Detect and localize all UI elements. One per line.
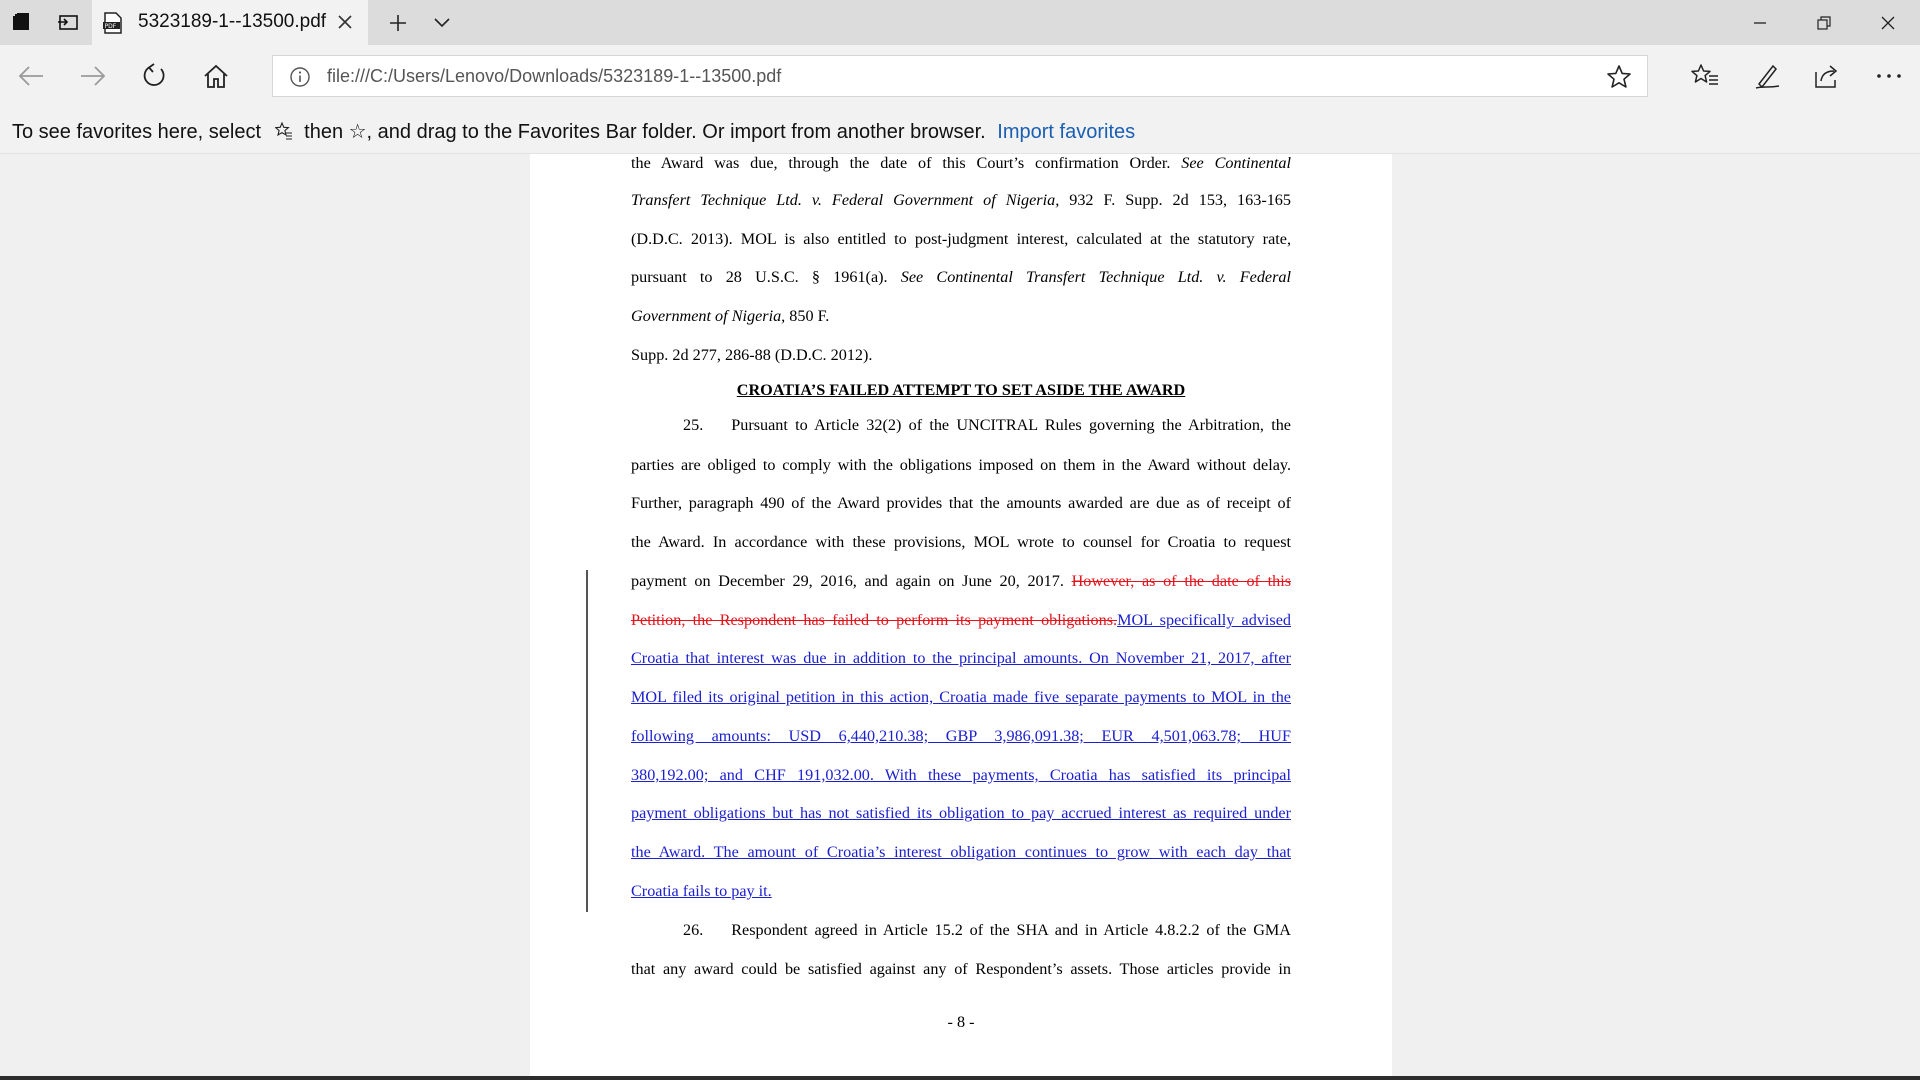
tab-preview-icon[interactable] bbox=[48, 0, 88, 45]
text-line: 25. Pursuant to Article 32(2) of the UNCITRAL Rules governing the Arbitration, the bbox=[683, 416, 1291, 434]
deleted-text: Petition, the Respondent has failed to perform its payment obligations. bbox=[631, 611, 1118, 629]
deleted-text: However, as of the date of this bbox=[1071, 572, 1291, 590]
inserted-text-line: following amounts: USD 6,440,210.38; GBP 3,986,091.38; EUR 4,501,063.78; HUF bbox=[631, 727, 1291, 745]
text-line bbox=[631, 609, 1291, 631]
text-line: Supp. 2d 277, 286-88 (D.D.C. 2012). bbox=[631, 346, 873, 364]
text-line: parties are obliged to comply with the obligations imposed on them in the Award without delay. bbox=[631, 456, 1291, 474]
favorites-hint-text-2: then ☆, and drag to the Favorites Bar folder. Or import from another browser. bbox=[304, 121, 986, 143]
inserted-text-line: Croatia fails to pay it. bbox=[631, 882, 772, 900]
inserted-text-line: 380,192.00; and CHF 191,032.00. With these payments, Croatia has satisfied its principal bbox=[631, 766, 1291, 784]
forward-arrow-icon[interactable] bbox=[70, 53, 116, 99]
back-arrow-icon[interactable] bbox=[8, 53, 54, 99]
import-favorites-link[interactable]: Import favorites bbox=[997, 121, 1136, 143]
bottom-border bbox=[0, 1076, 1920, 1080]
inserted-text-line: Croatia that interest was due in addition to the principal amounts. On November 21, 2017, after bbox=[631, 649, 1291, 667]
favorites-bar bbox=[0, 108, 1920, 154]
share-icon[interactable] bbox=[1804, 53, 1850, 99]
text-line: the Award was due, through the date of this Court’s confirmation Order. See Continental bbox=[631, 154, 1292, 172]
minimize-button[interactable] bbox=[1728, 0, 1792, 45]
text-line: that any award could be satisfied against any of Respondent’s assets. Those articles provide in bbox=[631, 960, 1291, 978]
revision-change-bar bbox=[586, 570, 588, 912]
navigation-bar bbox=[0, 45, 1920, 108]
tab-close-icon[interactable] bbox=[332, 9, 358, 35]
pen-icon[interactable] bbox=[1744, 53, 1790, 99]
text-line: pursuant to 28 U.S.C. § 1961(a). See Continental Transfert Technique Ltd. v. Federal bbox=[631, 268, 1291, 286]
inserted-text-line: payment obligations but has not satisfied its obligation to pay accrued interest as required under bbox=[631, 804, 1291, 822]
paragraph-number: 25. bbox=[683, 416, 704, 434]
pdf-file-icon bbox=[102, 12, 124, 34]
refresh-icon[interactable] bbox=[131, 53, 177, 99]
inserted-text-line: the Award. The amount of Croatia’s interest obligation continues to grow with each day that bbox=[631, 843, 1291, 861]
svg-text:PDF: PDF bbox=[104, 23, 117, 30]
more-options-icon[interactable] bbox=[1866, 53, 1912, 99]
paragraph-number: 26. bbox=[683, 921, 704, 939]
address-bar[interactable] bbox=[272, 55, 1648, 97]
pdf-viewer[interactable] bbox=[0, 154, 1920, 1076]
info-icon[interactable] bbox=[289, 66, 311, 88]
inserted-text-line: MOL filed its original petition in this action, Croatia made five separate payments to MOL in the bbox=[631, 688, 1291, 706]
text-line: payment on December 29, 2016, and again on June 20, 2017. However, as of the date of this bbox=[631, 572, 1291, 590]
tab-title: 5323189-1--13500.pdf bbox=[138, 11, 327, 32]
new-tab-icon[interactable] bbox=[378, 0, 418, 45]
text-line: (D.D.C. 2013). MOL is also entitled to post-judgment interest, calculated at the statutory rate, bbox=[631, 230, 1291, 248]
inserted-text: MOL specifically advised bbox=[1117, 611, 1291, 629]
url-text[interactable]: file:///C:/Users/Lenovo/Downloads/5323189-1--13500.pdf bbox=[327, 66, 782, 86]
text-line: Further, paragraph 490 of the Award provides that the amounts awarded are due as of receipt of bbox=[631, 494, 1291, 512]
page-number: - 8 - bbox=[947, 1013, 975, 1031]
close-window-button[interactable] bbox=[1856, 0, 1920, 45]
section-heading: CROATIA’S FAILED ATTEMPT TO SET ASIDE THE AWARD bbox=[736, 381, 1186, 399]
favorites-hint-text: To see favorites here, select bbox=[12, 121, 262, 143]
text-line: 26. Respondent agreed in Article 15.2 of the SHA and in Article 4.8.2.2 of the GMA bbox=[683, 921, 1291, 939]
title-bar bbox=[0, 0, 1920, 45]
text-line: Transfert Technique Ltd. v. Federal Government of Nigeria, 932 F. Supp. 2d 153, 163-165 bbox=[631, 191, 1291, 209]
tab-manager-icon[interactable] bbox=[2, 0, 42, 45]
favorites-hub-icon[interactable] bbox=[1682, 53, 1728, 99]
home-icon[interactable] bbox=[193, 53, 239, 99]
restore-button[interactable] bbox=[1792, 0, 1856, 45]
tab-active[interactable] bbox=[92, 0, 368, 45]
favorites-star-icon bbox=[275, 122, 293, 146]
text-line: the Award. In accordance with these provisions, MOL wrote to counsel for Croatia to request bbox=[631, 533, 1291, 551]
add-favorite-star-icon[interactable] bbox=[1603, 61, 1635, 93]
chevron-down-icon[interactable] bbox=[422, 0, 462, 45]
text-line: Government of Nigeria, 850 F. bbox=[631, 307, 830, 325]
pdf-page bbox=[530, 154, 1392, 1076]
